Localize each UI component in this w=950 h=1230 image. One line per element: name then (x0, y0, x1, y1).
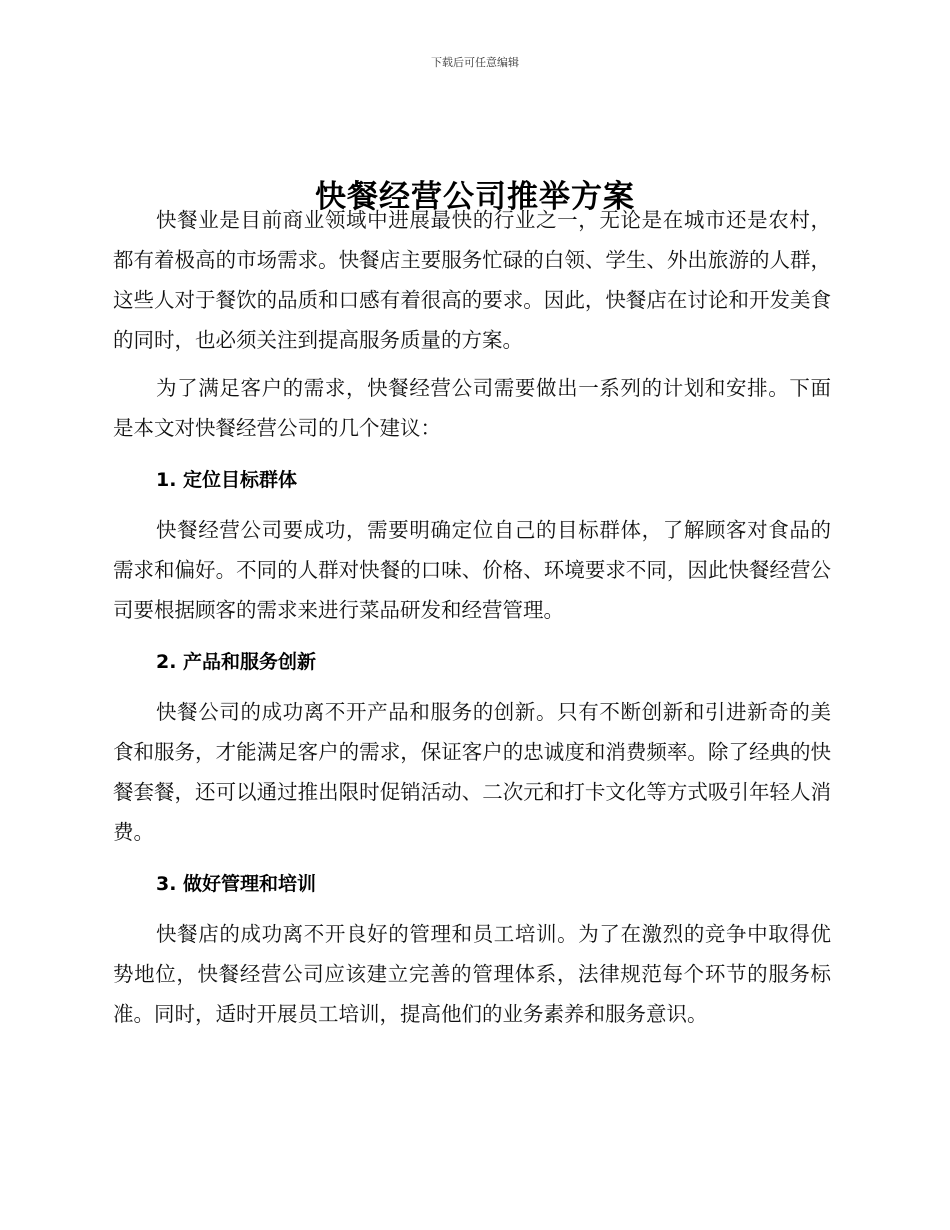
document-title: 快餐经营公司推举方案 (315, 178, 635, 215)
section-1-paragraph: 快餐经营公司要成功，需要明确定位自己的目标群体，了解顾客对食品的需求和偏好。不同的人群对快餐的口味、价格、环境要求不同，因此快餐经营公司要根据顾客的需求来进行菜品研发和经营管理。 (113, 518, 831, 622)
section-1-heading: 1. 定位目标群体 (156, 469, 298, 491)
page-header: 下载后可任意编辑 (431, 56, 519, 69)
intro-paragraph-1: 快餐业是目前商业领域中进展最快的行业之一，无论是在城市还是农村，都有着极高的市场需求。快餐店主要服务忙碌的白领、学生、外出旅游的人群，这些人对于餐饮的品质和口感有着很高的要求。因此，快餐店在讨论和开发美食的同时，也必须关注到提高服务质量的方案。 (113, 208, 831, 352)
section-3-heading: 3. 做好管理和培训 (156, 873, 317, 895)
section-3-paragraph: 快餐店的成功离不开良好的管理和员工培训。为了在激烈的竞争中取得优势地位，快餐经营公司应该建立完善的管理体系，法律规范每个环节的服务标准。同时，适时开展员工培训，提高他们的业务素养和服务意识。 (113, 922, 831, 1026)
document-body (113, 200, 831, 1042)
intro-paragraph-2: 为了满足客户的需求，快餐经营公司需要做出一系列的计划和安排。下面是本文对快餐经营公司的几个建议： (113, 376, 831, 440)
section-2-heading: 2. 产品和服务创新 (156, 651, 317, 673)
section-2-paragraph: 快餐公司的成功离不开产品和服务的创新。只有不断创新和引进新奇的美食和服务，才能满足客户的需求，保证客户的忠诚度和消费频率。除了经典的快餐套餐，还可以通过推出限时促销活动、二次元和打卡文化等方式吸引年轻人消费。 (113, 700, 831, 844)
